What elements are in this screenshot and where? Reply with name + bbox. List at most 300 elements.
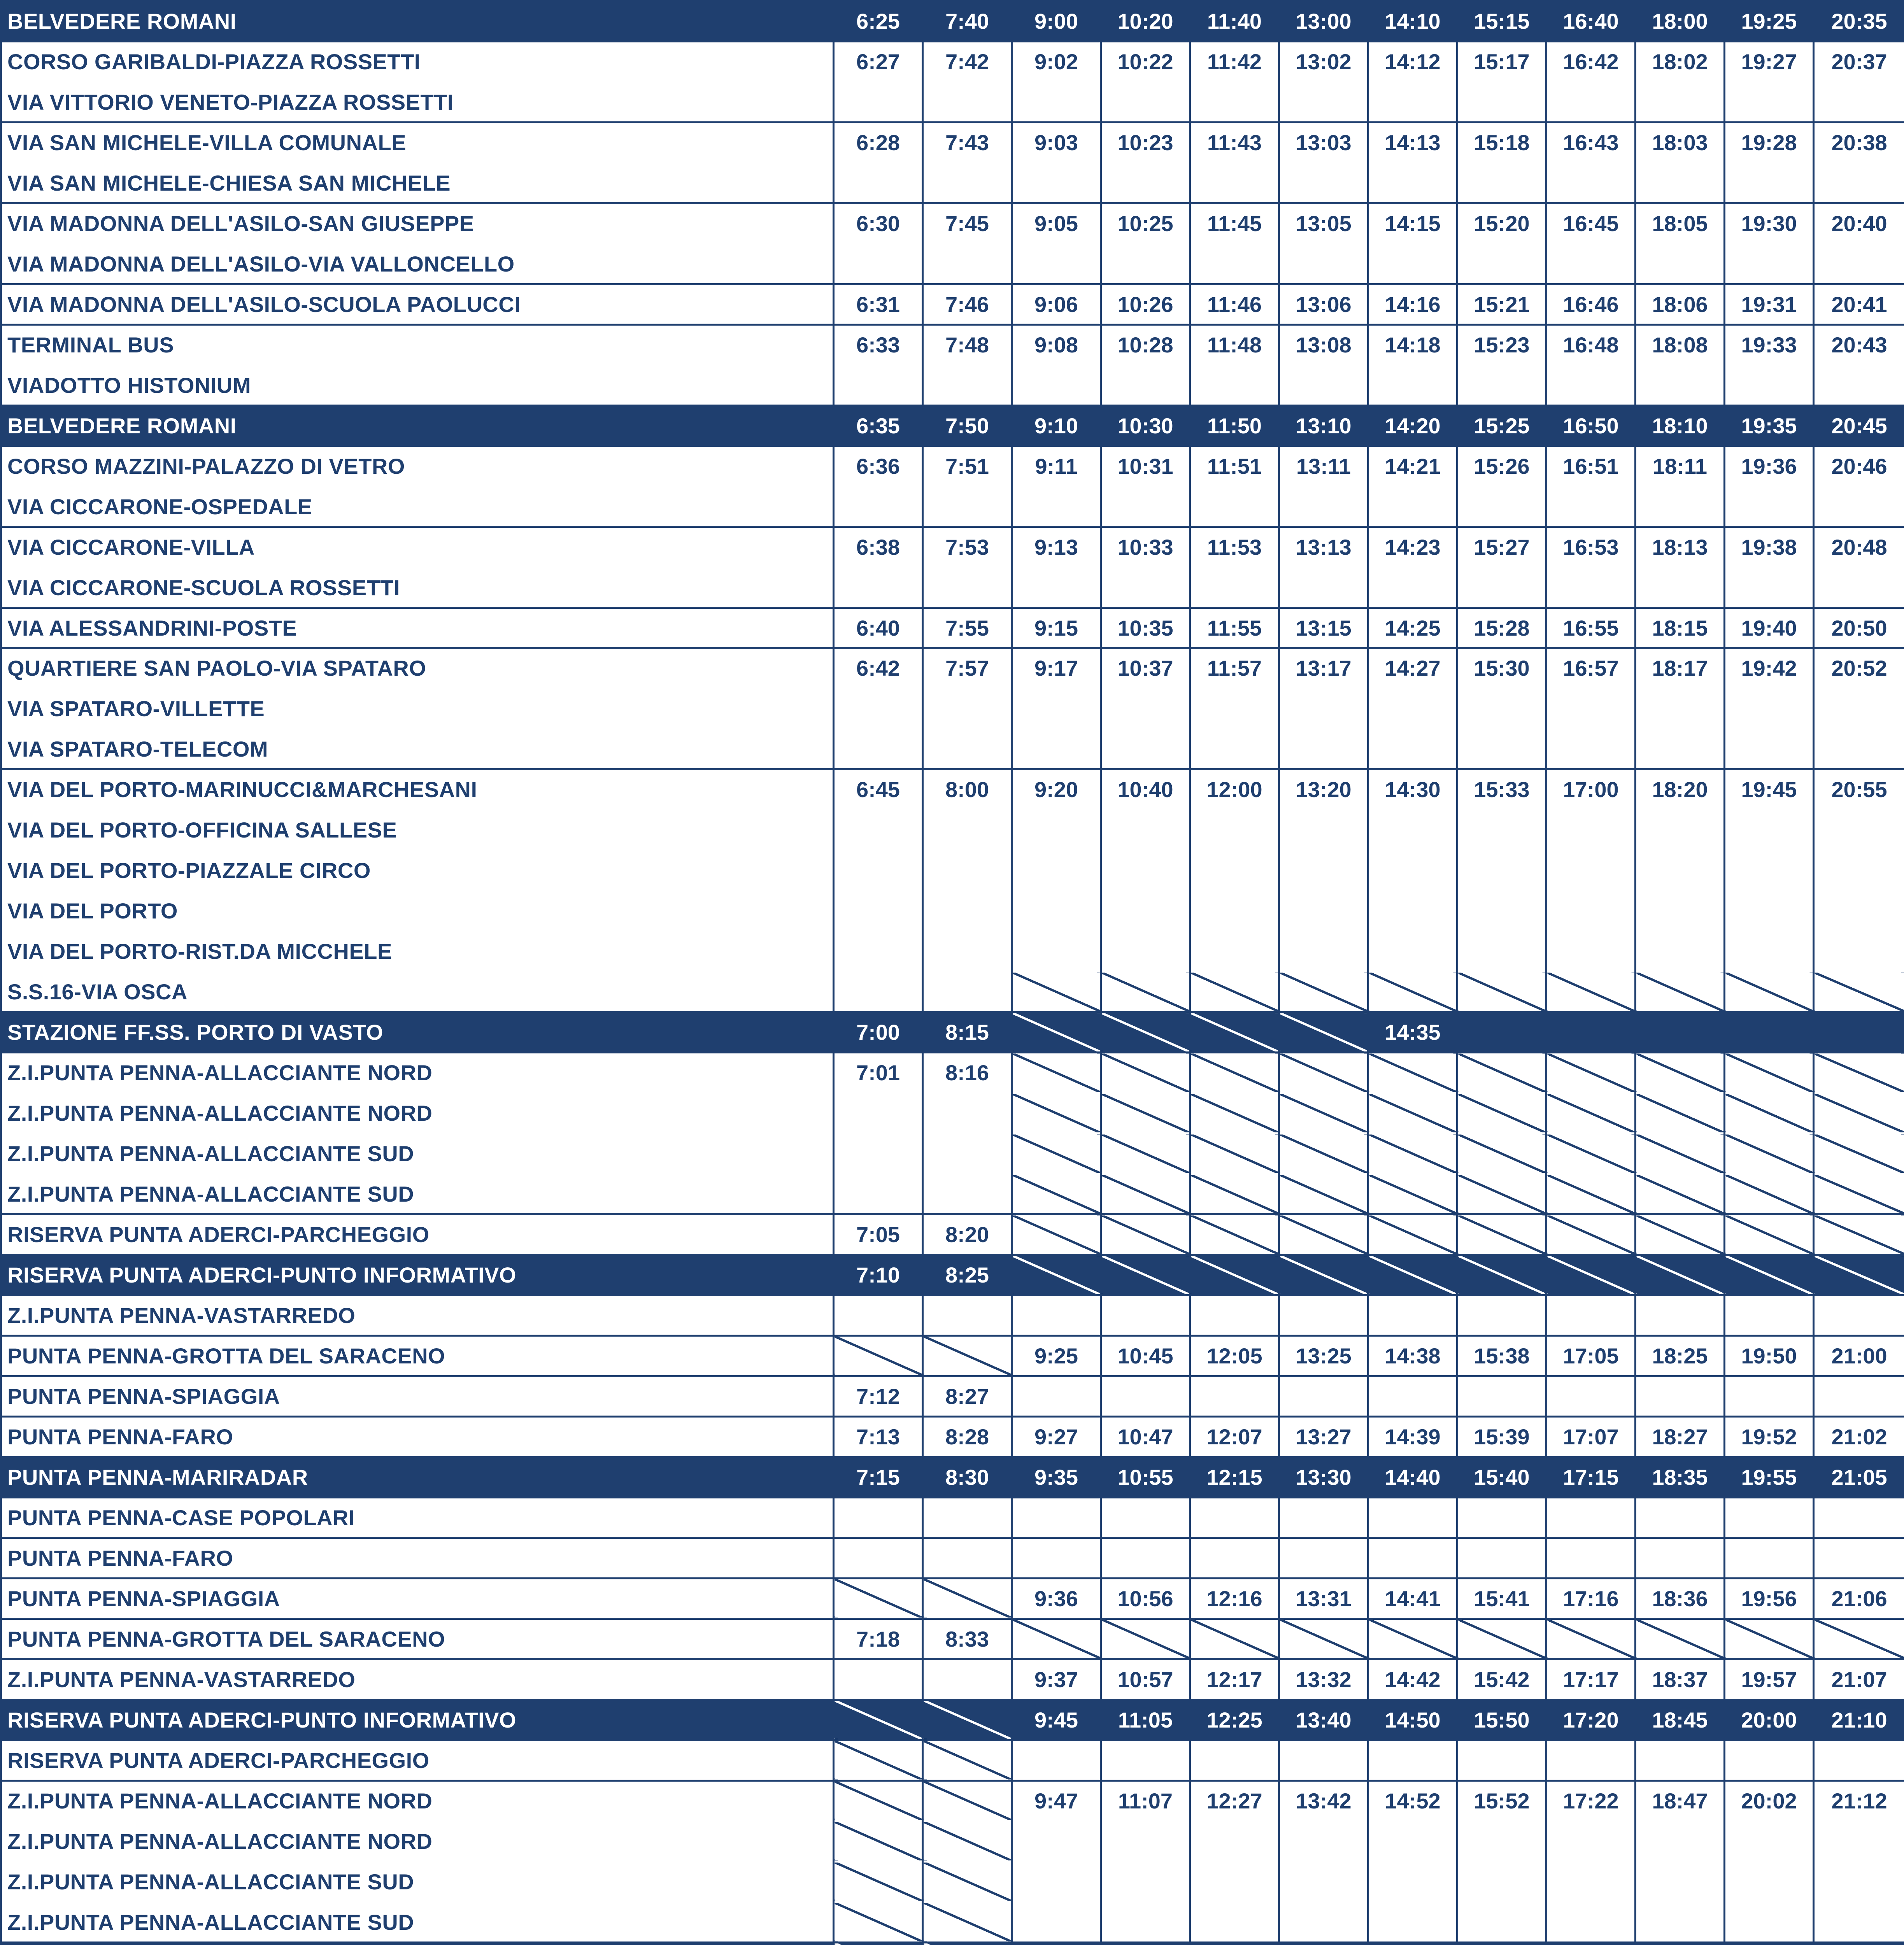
departure-time [1101, 1376, 1190, 1416]
departure-time: 15:38 [1457, 1335, 1546, 1376]
departure-time: 9:25 [1012, 1335, 1101, 1376]
departure-time: 14:21 [1368, 446, 1457, 486]
no-service-cell [1546, 972, 1636, 1012]
departure-time [1279, 1902, 1368, 1942]
no-service-cell [834, 1942, 923, 1945]
stop-name: VIA MADONNA DELL'ASILO-SAN GIUSEPPE [1, 203, 834, 244]
departure-time: 13:03 [1279, 122, 1368, 163]
departure-time: 19:56 [1725, 1578, 1814, 1619]
no-service-cell [1636, 1053, 1725, 1093]
departure-time: 8:20 [923, 1214, 1012, 1255]
departure-time [1190, 810, 1279, 850]
departure-time: 8:28 [923, 1416, 1012, 1457]
departure-time [1368, 1821, 1457, 1861]
departure-time [1190, 1821, 1279, 1861]
no-service-cell [1190, 1053, 1279, 1093]
departure-time [1636, 567, 1725, 608]
no-service-cell [1279, 1255, 1368, 1295]
departure-time: 20:02 [1725, 1780, 1814, 1821]
departure-time [1814, 1497, 1904, 1538]
departure-time: 14:18 [1368, 324, 1457, 365]
departure-time [1368, 567, 1457, 608]
no-service-cell [1101, 1012, 1190, 1053]
departure-time: 9:20 [1012, 769, 1101, 810]
timetable-stop-row [1, 486, 1904, 527]
departure-time: 21:07 [1814, 1659, 1904, 1700]
departure-time: 12:17 [1190, 1659, 1279, 1700]
no-service-cell [1279, 1174, 1368, 1214]
no-service-cell [1457, 972, 1546, 1012]
departure-time: 16:46 [1546, 284, 1636, 324]
departure-time: 19:50 [1725, 1335, 1814, 1376]
timetable-stop-row [1, 1821, 1904, 1861]
stop-name: Z.I.PUNTA PENNA-ALLACCIANTE SUD [1, 1134, 834, 1174]
no-service-cell [1012, 1053, 1101, 1093]
departure-time [1457, 82, 1546, 122]
departure-time [1814, 1942, 1904, 1945]
no-service-cell [923, 1861, 1012, 1902]
no-service-cell [1101, 1174, 1190, 1214]
no-service-cell [1190, 1619, 1279, 1659]
departure-time [834, 1659, 923, 1700]
stop-name: PUNTA PENNA-GROTTA DEL SARACENO [1, 1619, 834, 1659]
departure-time [1101, 729, 1190, 769]
departure-time [1279, 810, 1368, 850]
departure-time: 8:00 [923, 769, 1012, 810]
no-service-cell [1546, 1134, 1636, 1174]
departure-time: 11:07 [1101, 1780, 1190, 1821]
no-service-cell [1636, 1093, 1725, 1134]
departure-time: 16:50 [1546, 405, 1636, 446]
no-service-cell [834, 1780, 923, 1821]
departure-time: 14:16 [1368, 284, 1457, 324]
departure-time [1190, 486, 1279, 527]
departure-time [834, 244, 923, 284]
departure-time [1279, 244, 1368, 284]
departure-time [1190, 891, 1279, 931]
departure-time: 15:30 [1457, 648, 1546, 689]
departure-time: 15:41 [1457, 1578, 1546, 1619]
departure-time [1457, 1942, 1546, 1945]
departure-time: 20:50 [1814, 608, 1904, 648]
no-service-cell [1190, 972, 1279, 1012]
departure-time [1368, 891, 1457, 931]
departure-time [1457, 850, 1546, 891]
departure-time: 10:26 [1101, 284, 1190, 324]
departure-time: 15:21 [1457, 284, 1546, 324]
departure-time [1725, 163, 1814, 203]
departure-time: 13:06 [1279, 284, 1368, 324]
departure-time [1279, 1376, 1368, 1416]
departure-time: 19:25 [1725, 1, 1814, 42]
stop-name: VIA DEL PORTO [1, 891, 834, 931]
departure-time: 14:30 [1368, 769, 1457, 810]
departure-time [1457, 1538, 1546, 1578]
departure-time: 15:23 [1457, 324, 1546, 365]
no-service-cell [1012, 1619, 1101, 1659]
no-service-cell [1814, 972, 1904, 1012]
departure-time [1546, 1295, 1636, 1336]
departure-time: 14:39 [1368, 1416, 1457, 1457]
departure-time [923, 810, 1012, 850]
no-service-cell [1012, 1134, 1101, 1174]
stop-name: RISERVA PUNTA ADERCI-PARCHEGGIO [1, 1214, 834, 1255]
departure-time [1457, 1821, 1546, 1861]
departure-time [1279, 729, 1368, 769]
departure-time: 6:33 [834, 324, 923, 365]
departure-time [1725, 1740, 1814, 1780]
departure-time [1190, 244, 1279, 284]
departure-time [1279, 850, 1368, 891]
departure-time [1636, 1012, 1725, 1053]
departure-time [1012, 1902, 1101, 1942]
departure-time: 18:10 [1636, 405, 1725, 446]
no-service-cell [1190, 1093, 1279, 1134]
departure-time: 13:25 [1279, 1335, 1368, 1376]
departure-time: 20:52 [1814, 648, 1904, 689]
departure-time [1636, 810, 1725, 850]
departure-time: 6:40 [834, 608, 923, 648]
departure-time [1725, 891, 1814, 931]
departure-time [1101, 1538, 1190, 1578]
departure-time [1012, 729, 1101, 769]
departure-time [1279, 365, 1368, 405]
departure-time: 8:25 [923, 1255, 1012, 1295]
departure-time: 20:41 [1814, 284, 1904, 324]
departure-time: 13:27 [1279, 1416, 1368, 1457]
departure-time [1725, 1538, 1814, 1578]
no-service-cell [1012, 1174, 1101, 1214]
departure-time [1368, 1740, 1457, 1780]
no-service-cell [1636, 1174, 1725, 1214]
departure-time [1814, 163, 1904, 203]
departure-time: 18:02 [1636, 41, 1725, 82]
departure-time [1368, 486, 1457, 527]
departure-time [1012, 1861, 1101, 1902]
departure-time [1814, 891, 1904, 931]
departure-time: 16:57 [1546, 648, 1636, 689]
departure-time [1814, 567, 1904, 608]
departure-time: 18:03 [1636, 122, 1725, 163]
departure-time: 13:00 [1279, 1, 1368, 42]
departure-time: 11:48 [1190, 324, 1279, 365]
timetable-stop-row [1, 608, 1904, 648]
departure-time [1190, 850, 1279, 891]
no-service-cell [1279, 1214, 1368, 1255]
departure-time [1368, 1861, 1457, 1902]
no-service-cell [1725, 1093, 1814, 1134]
departure-time [1546, 1740, 1636, 1780]
no-service-cell [923, 1902, 1012, 1942]
timetable-stop-row [1, 1376, 1904, 1416]
departure-time [1190, 567, 1279, 608]
departure-time: 17:22 [1546, 1780, 1636, 1821]
departure-time [1101, 810, 1190, 850]
no-service-cell [1636, 1619, 1725, 1659]
departure-time [923, 1134, 1012, 1174]
departure-time [1101, 244, 1190, 284]
departure-time [923, 1093, 1012, 1134]
departure-time: 19:28 [1725, 122, 1814, 163]
departure-time: 15:25 [1457, 405, 1546, 446]
departure-time: 11:40 [1190, 1, 1279, 42]
departure-time: 18:27 [1636, 1416, 1725, 1457]
departure-time [1190, 1376, 1279, 1416]
departure-time: 16:43 [1546, 122, 1636, 163]
no-service-cell [1814, 1619, 1904, 1659]
departure-time [1636, 931, 1725, 972]
departure-time [1814, 1861, 1904, 1902]
departure-time: 16:40 [1546, 1, 1636, 42]
departure-time [1546, 1821, 1636, 1861]
departure-time [1101, 1861, 1190, 1902]
stop-name [1, 1942, 834, 1945]
departure-time [1279, 82, 1368, 122]
departure-time: 6:36 [834, 446, 923, 486]
timetable-stop-row [1, 1619, 1904, 1659]
departure-time: 6:42 [834, 648, 923, 689]
departure-time [1546, 244, 1636, 284]
departure-time: 9:37 [1012, 1659, 1101, 1700]
departure-time: 18:15 [1636, 608, 1725, 648]
departure-time [1457, 1376, 1546, 1416]
departure-time [1012, 931, 1101, 972]
departure-time [834, 163, 923, 203]
departure-time: 13:32 [1279, 1659, 1368, 1700]
departure-time [1279, 1861, 1368, 1902]
departure-time [1546, 689, 1636, 729]
timetable-stop-row [1, 203, 1904, 244]
departure-time [1636, 1861, 1725, 1902]
departure-time: 7:18 [834, 1619, 923, 1659]
departure-time: 7:01 [834, 1053, 923, 1093]
timetable-section-row [1, 1457, 1904, 1497]
departure-time: 11:50 [1190, 405, 1279, 446]
no-service-cell [1814, 1053, 1904, 1093]
no-service-cell [1012, 1255, 1101, 1295]
no-service-cell [834, 1861, 923, 1902]
departure-time [1190, 1942, 1279, 1945]
stop-name: Z.I.PUNTA PENNA-VASTARREDO [1, 1295, 834, 1336]
no-service-cell [923, 1740, 1012, 1780]
stop-name: Z.I.PUNTA PENNA-ALLACCIANTE SUD [1, 1174, 834, 1214]
departure-time [1457, 163, 1546, 203]
departure-time: 20:43 [1814, 324, 1904, 365]
no-service-cell [1368, 1619, 1457, 1659]
departure-time: 10:25 [1101, 203, 1190, 244]
stop-name: BELVEDERE ROMANI [1, 1, 834, 42]
timetable-stop-row [1, 769, 1904, 810]
departure-time: 7:05 [834, 1214, 923, 1255]
no-service-cell [1368, 972, 1457, 1012]
departure-time [1725, 244, 1814, 284]
departure-time [1814, 244, 1904, 284]
departure-time [1725, 1295, 1814, 1336]
departure-time: 14:13 [1368, 122, 1457, 163]
no-service-cell [1368, 1255, 1457, 1295]
departure-time: 19:30 [1725, 203, 1814, 244]
departure-time: 14:50 [1368, 1700, 1457, 1740]
departure-time: 15:52 [1457, 1780, 1546, 1821]
no-service-cell [1101, 1619, 1190, 1659]
departure-time [1636, 244, 1725, 284]
departure-time [1101, 1740, 1190, 1780]
departure-time: 16:48 [1546, 324, 1636, 365]
departure-time: 15:50 [1457, 1700, 1546, 1740]
departure-time [1012, 365, 1101, 405]
departure-time [1546, 163, 1636, 203]
no-service-cell [1190, 1174, 1279, 1214]
departure-time: 7:50 [923, 405, 1012, 446]
departure-time [923, 931, 1012, 972]
departure-time [1012, 810, 1101, 850]
no-service-cell [1279, 1012, 1368, 1053]
no-service-cell [1368, 1053, 1457, 1093]
departure-time [923, 163, 1012, 203]
no-service-cell [923, 1578, 1012, 1619]
departure-time: 16:51 [1546, 446, 1636, 486]
no-service-cell [923, 1700, 1012, 1740]
stop-name: VIA DEL PORTO-MARINUCCI&MARCHESANI [1, 769, 834, 810]
departure-time: 14:25 [1368, 608, 1457, 648]
departure-time: 20:55 [1814, 769, 1904, 810]
departure-time: 17:07 [1546, 1416, 1636, 1457]
departure-time [1190, 365, 1279, 405]
departure-time [1368, 244, 1457, 284]
departure-time: 15:39 [1457, 1416, 1546, 1457]
departure-time [1546, 850, 1636, 891]
no-service-cell [1636, 1255, 1725, 1295]
stop-name: TERMINAL BUS [1, 324, 834, 365]
departure-time [1814, 810, 1904, 850]
departure-time: 6:27 [834, 41, 923, 82]
departure-time: 19:27 [1725, 41, 1814, 82]
departure-time [1725, 365, 1814, 405]
stop-name: RISERVA PUNTA ADERCI-PUNTO INFORMATIVO [1, 1700, 834, 1740]
departure-time [1190, 1538, 1279, 1578]
departure-time: 13:17 [1279, 648, 1368, 689]
departure-time [1725, 1012, 1814, 1053]
departure-time [1012, 1497, 1101, 1538]
departure-time [1012, 244, 1101, 284]
no-service-cell [1101, 972, 1190, 1012]
departure-time [1190, 931, 1279, 972]
departure-time [1368, 1538, 1457, 1578]
no-service-cell [1814, 1174, 1904, 1214]
departure-time: 7:00 [834, 1012, 923, 1053]
departure-time [1457, 891, 1546, 931]
departure-time [1190, 82, 1279, 122]
no-service-cell [1725, 1134, 1814, 1174]
departure-time: 7:10 [834, 1255, 923, 1295]
departure-time: 11:05 [1101, 1700, 1190, 1740]
departure-time [1725, 1861, 1814, 1902]
stop-name: Z.I.PUNTA PENNA-ALLACCIANTE NORD [1, 1053, 834, 1093]
departure-time [1814, 1902, 1904, 1942]
departure-time: 8:15 [923, 1012, 1012, 1053]
departure-time: 11:45 [1190, 203, 1279, 244]
departure-time [1636, 365, 1725, 405]
departure-time [1546, 365, 1636, 405]
departure-time [923, 567, 1012, 608]
departure-time: 20:00 [1725, 1700, 1814, 1740]
departure-time: 14:20 [1368, 405, 1457, 446]
no-service-cell [1190, 1214, 1279, 1255]
departure-time [834, 810, 923, 850]
stop-name: Z.I.PUNTA PENNA-VASTARREDO [1, 1659, 834, 1700]
departure-time [1101, 1497, 1190, 1538]
stop-name: RISERVA PUNTA ADERCI-PUNTO INFORMATIVO [1, 1255, 834, 1295]
stop-name: PUNTA PENNA-SPIAGGIA [1, 1376, 834, 1416]
timetable-stop-row [1, 1497, 1904, 1538]
timetable-stop-row [1, 1861, 1904, 1902]
departure-time [1012, 1376, 1101, 1416]
stop-name: PUNTA PENNA-FARO [1, 1416, 834, 1457]
timetable-section-row [1, 1012, 1904, 1053]
departure-time [923, 891, 1012, 931]
stop-name: VIA SPATARO-VILLETTE [1, 689, 834, 729]
departure-time [834, 689, 923, 729]
departure-time: 15:27 [1457, 527, 1546, 567]
departure-time: 13:02 [1279, 41, 1368, 82]
departure-time [1101, 82, 1190, 122]
departure-time: 6:45 [834, 769, 923, 810]
departure-time: 7:40 [923, 1, 1012, 42]
stop-name: VIA SAN MICHELE-VILLA COMUNALE [1, 122, 834, 163]
departure-time [923, 850, 1012, 891]
departure-time [923, 244, 1012, 284]
departure-time: 14:38 [1368, 1335, 1457, 1376]
departure-time [1190, 1861, 1279, 1902]
departure-time: 20:46 [1814, 446, 1904, 486]
departure-time: 9:10 [1012, 405, 1101, 446]
departure-time [1546, 1538, 1636, 1578]
timetable-stop-row [1, 1578, 1904, 1619]
departure-time [1457, 689, 1546, 729]
departure-time: 10:55 [1101, 1457, 1190, 1497]
no-service-cell [1457, 1093, 1546, 1134]
timetable-stop-row [1, 729, 1904, 769]
no-service-cell [1725, 1619, 1814, 1659]
departure-time: 13:10 [1279, 405, 1368, 446]
timetable-stop-row [1, 1214, 1904, 1255]
departure-time [1368, 163, 1457, 203]
timetable-stop-row [1, 1780, 1904, 1821]
departure-time: 9:35 [1012, 1457, 1101, 1497]
departure-time [1279, 486, 1368, 527]
departure-time: 20:38 [1814, 122, 1904, 163]
no-service-cell [1814, 1255, 1904, 1295]
departure-time [834, 1174, 923, 1214]
timetable-section-row [1, 1255, 1904, 1295]
stop-name: PUNTA PENNA-SPIAGGIA [1, 1578, 834, 1619]
departure-time [1457, 244, 1546, 284]
departure-time [1457, 486, 1546, 527]
departure-time [1725, 810, 1814, 850]
departure-time [1546, 82, 1636, 122]
stop-name: PUNTA PENNA-FARO [1, 1538, 834, 1578]
no-service-cell [1279, 1619, 1368, 1659]
departure-time [1814, 1821, 1904, 1861]
departure-time: 15:15 [1457, 1, 1546, 42]
departure-time: 19:31 [1725, 284, 1814, 324]
departure-time: 10:31 [1101, 446, 1190, 486]
timetable-stop-row [1, 1134, 1904, 1174]
no-service-cell [1101, 1093, 1190, 1134]
departure-time [1636, 1376, 1725, 1416]
departure-time [1279, 891, 1368, 931]
departure-time: 16:45 [1546, 203, 1636, 244]
